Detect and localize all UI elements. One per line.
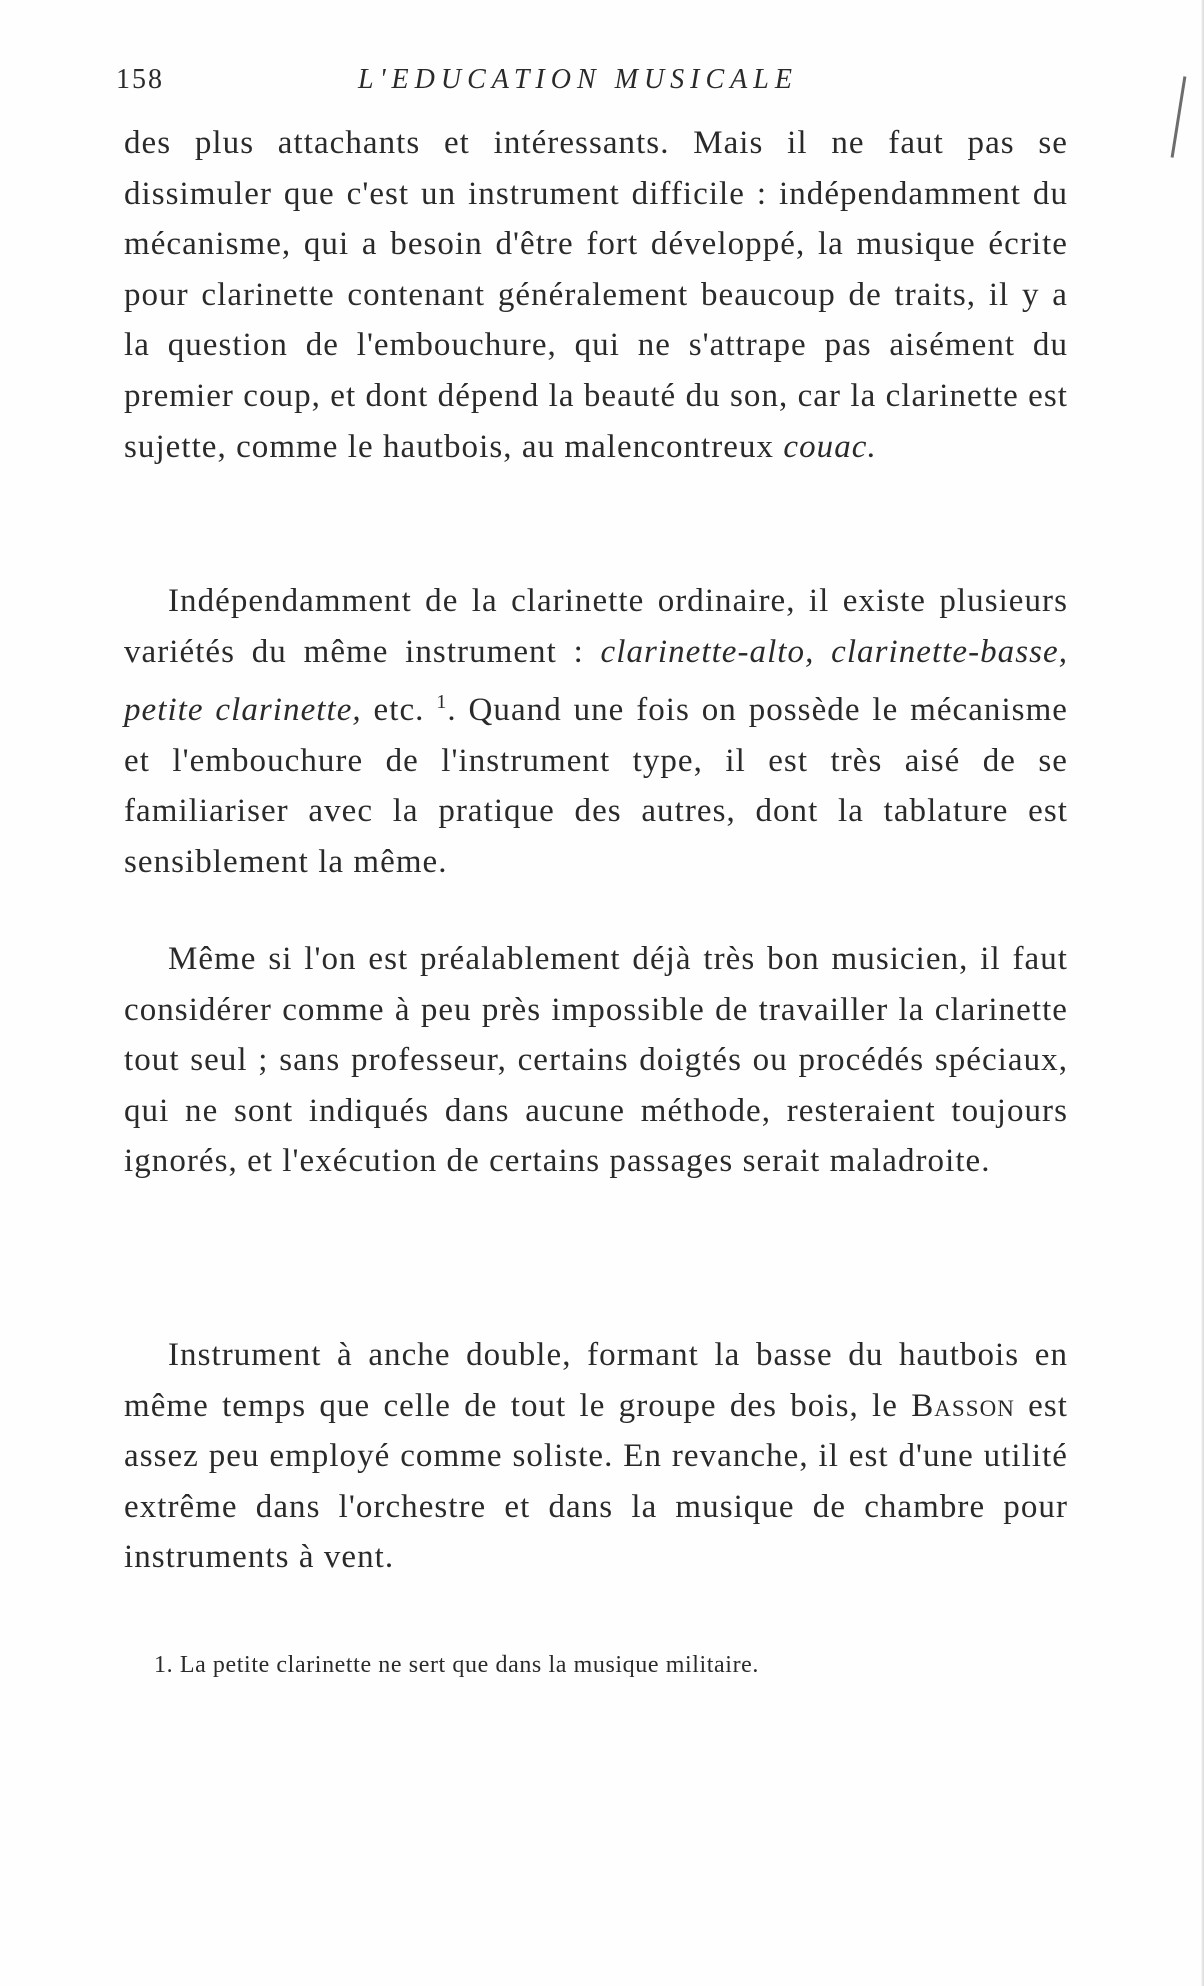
running-title: L'EDUCATION MUSICALE (358, 64, 798, 95)
italic-instrument-variants: clarinette-alto, clarinette-basse, petite clarinette, (124, 633, 1069, 729)
paragraph-2-text: Indépendamment de la clarinette ordinaire, il existe plusieurs variétés du même instrument : clarinette-alto, clarinette-basse, petite clarinette, etc. $^1$. Quand une fois on possède le mécanisme et l'embouchure de l'instrument type, il est très aisé de se familiariser avec la pratique des autres, dont la tablature est sensiblement la même. (124, 583, 1069, 880)
footnote-text: La petite clarinette ne sert que dans la musique militaire. (179, 1652, 760, 1678)
paragraph-4 (124, 1330, 1068, 1583)
running-header (116, 64, 832, 104)
paragraph-3 (124, 934, 1068, 1187)
italic-couac: couac. (783, 428, 877, 465)
footnote-ref: 1 (436, 691, 448, 714)
footnote (154, 1652, 759, 1679)
paragraph-1 (124, 118, 1068, 472)
paragraph-4-text: Instrument à anche double, formant la basse du hautbois en même temps que celle de tout le groupe des bois, le Basson est assez peu employé comme soliste. En revanche, il est d'une utilité extrême dans l'orchestre et dans la musique de chambre pour instruments à vent. (124, 1337, 1068, 1576)
paragraph-1-text: des plus attachants et intéressants. Mais il ne faut pas se dissimuler que c'est un instrument difficile : indépendamment du mécanisme, qui a besoin d'être fort développé, la musique écrite pour clarinette contenant généralement beaucoup de traits, il y a la question de l'embouchure, qui ne s'attrape pas aisément du premier coup, et dont dépend la beauté du son, car la clarinette est sujette, comme le hautbois, au malencontreux couac. (124, 125, 1068, 465)
margin-pencil-mark (1171, 76, 1187, 157)
page-number: 158 (116, 64, 164, 95)
paragraph-2 (124, 576, 1068, 888)
footnote-number: 1. (154, 1652, 174, 1678)
small-caps-basson: Basson (911, 1387, 1015, 1424)
paragraph-3-text: Même si l'on est préalablement déjà très bon musicien, il faut considérer comme à peu près impossible de travailler la clarinette tout seul ; sans professeur, certains doigtés ou procédés spéciaux, qui ne sont indiqués dans aucune méthode, resteraient toujours ignorés, et l'exécution de certains passages serait maladroite. (124, 941, 1068, 1180)
